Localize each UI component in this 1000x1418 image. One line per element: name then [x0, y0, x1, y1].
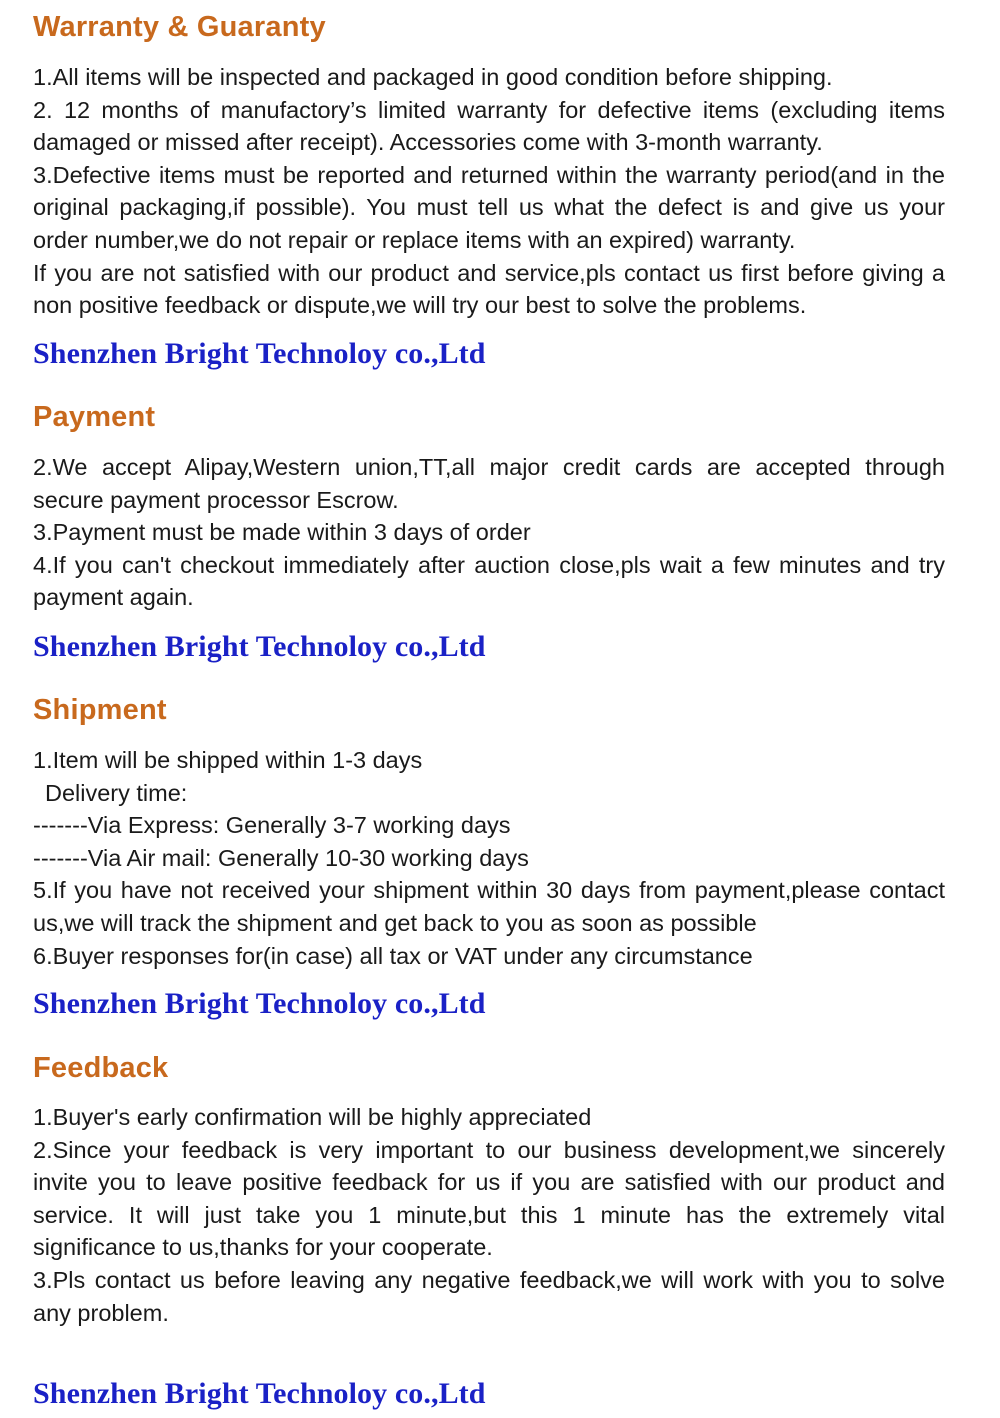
shipment-paragraph: 6.Buyer responses for(in case) all tax or VAT under any circumstance — [33, 942, 753, 969]
feedback-paragraph: 1.Buyer's early confirmation will be highly appreciated — [33, 1104, 592, 1130]
company-name: Shenzhen Bright Technoloy co.,Ltd — [33, 337, 486, 370]
payment-heading: Payment — [33, 401, 156, 433]
feedback-body — [33, 1101, 945, 1329]
shipment-paragraph: Delivery time: — [45, 779, 188, 806]
feedback-paragraph: 3.Pls contact us before leaving any negative feedback,we will work with you to solve any problem. — [33, 1266, 945, 1326]
payment-body — [33, 451, 945, 614]
warranty-heading: Warranty & Guaranty — [33, 11, 326, 43]
payment-paragraph: 3.Payment must be made within 3 days of order — [33, 519, 531, 546]
company-name: Shenzhen Bright Technoloy co.,Ltd — [33, 630, 486, 663]
company-name: Shenzhen Bright Technoloy co.,Ltd — [33, 987, 486, 1020]
shipment-heading: Shipment — [33, 694, 167, 726]
shipment-body — [33, 744, 945, 972]
feedback-heading: Feedback — [33, 1052, 169, 1084]
shipment-paragraph: 5.If you have not received your shipment within 30 days from payment,please contact us,we will track the shipment and get back to you as soon as possible — [33, 877, 945, 936]
warranty-paragraph: If you are not satisfied with our product and service,pls contact us first before giving a non positive feedback or dispute,we will try our best to solve the problems. — [33, 259, 945, 319]
shipment-paragraph: -------Via Express: Generally 3-7 working days — [33, 812, 511, 839]
feedback-paragraph: 2.Since your feedback is very important to our business development,we sincerely invite you to leave positive feedback for us if you are satisfied with our product and service. It will just take you 1 minute,but this 1 minute has the extremely vital significance to us,thanks for your cooperate. — [33, 1136, 945, 1261]
payment-paragraph: 2.We accept Alipay,Western union,TT,all major credit cards are accepted through secure payment processor Escrow. — [33, 454, 945, 513]
warranty-paragraph: 2. 12 months of manufactory’s limited warranty for defective items (excluding items damaged or missed after receipt). Accessories come with 3-month warranty. — [33, 96, 945, 156]
payment-paragraph: 4.If you can't checkout immediately after auction close,pls wait a few minutes and try payment again. — [33, 551, 945, 611]
warranty-paragraph: 1.All items will be inspected and packaged in good condition before shipping. — [33, 64, 833, 90]
company-name: Shenzhen Bright Technoloy co.,Ltd — [33, 1377, 486, 1410]
warranty-body — [33, 61, 945, 322]
shipment-paragraph: -------Via Air mail: Generally 10-30 working days — [33, 844, 529, 871]
shipment-paragraph: 1.Item will be shipped within 1-3 days — [33, 747, 423, 773]
warranty-paragraph: 3.Defective items must be reported and returned within the warranty period(and in the original packaging,if possible). You must tell us what the defect is and give us your order number,we do not repair or replace items with an expired) warranty. — [33, 161, 945, 253]
